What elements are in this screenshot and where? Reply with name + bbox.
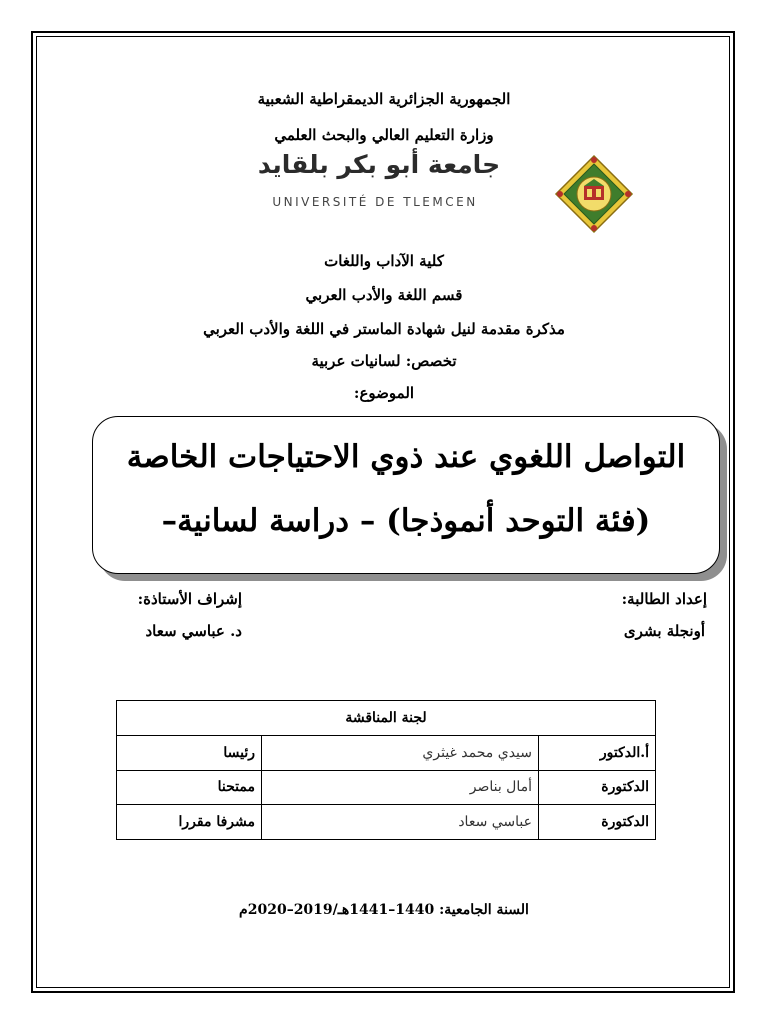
memo-description: مذكرة مقدمة لنيل شهادة الماستر في اللغة والأدب العربي (203, 320, 565, 338)
department-name: قسم اللغة والأدب العربي (305, 286, 463, 304)
table-row (117, 770, 656, 805)
member-rank: الدكتورة (539, 770, 656, 805)
member-role: رئيسا (117, 735, 262, 770)
member-rank: أ.الدكتور (539, 735, 656, 770)
table-row (117, 735, 656, 770)
member-name: سيدي محمد غيثري (262, 735, 539, 770)
thesis-title-line-2: (فئة التوحد أنموذجا) – دراسة لسانية– (161, 503, 651, 539)
subject-label: الموضوع: (353, 384, 415, 402)
committee-header-row (117, 701, 656, 736)
university-emblem-icon (554, 154, 634, 234)
table-row (117, 805, 656, 840)
committee-table (116, 700, 656, 840)
specialty: تخصص: لسانيات عربية (311, 352, 457, 370)
student-name: أونجلة بشرى (623, 622, 705, 640)
prepared-by-label: إعداد الطالبة: (621, 590, 707, 608)
faculty-name: كلية الآداب واللغات (324, 252, 444, 270)
member-role: مشرفا مقررا (117, 805, 262, 840)
member-role: ممتحنا (117, 770, 262, 805)
university-logo-text (214, 150, 554, 230)
thesis-title-line-1: التواصل اللغوي عند ذوي الاحتياجات الخاصة (126, 439, 686, 475)
republic-header: الجمهورية الجزائرية الديمقراطية الشعبية (257, 90, 511, 108)
thesis-title-box (92, 416, 720, 574)
ministry-header: وزارة التعليم العالي والبحث العلمي (274, 126, 494, 144)
supervision-label: إشراف الأستاذة: (137, 590, 242, 608)
university-name-arabic: جامعة أبو بكر بلقايد (257, 150, 501, 179)
member-name: عباسي سعاد (262, 805, 539, 840)
committee-title: لجنة المناقشة (117, 701, 656, 736)
supervisor-name: د. عباسي سعاد (145, 622, 242, 640)
academic-year: السنة الجامعية: 1440–1441هـ/2019–2020م (239, 902, 529, 918)
member-rank: الدكتورة (539, 805, 656, 840)
member-name: أمال بناصر (262, 770, 539, 805)
university-name-french: UNIVERSITÉ DE TLEMCEN (272, 195, 478, 209)
